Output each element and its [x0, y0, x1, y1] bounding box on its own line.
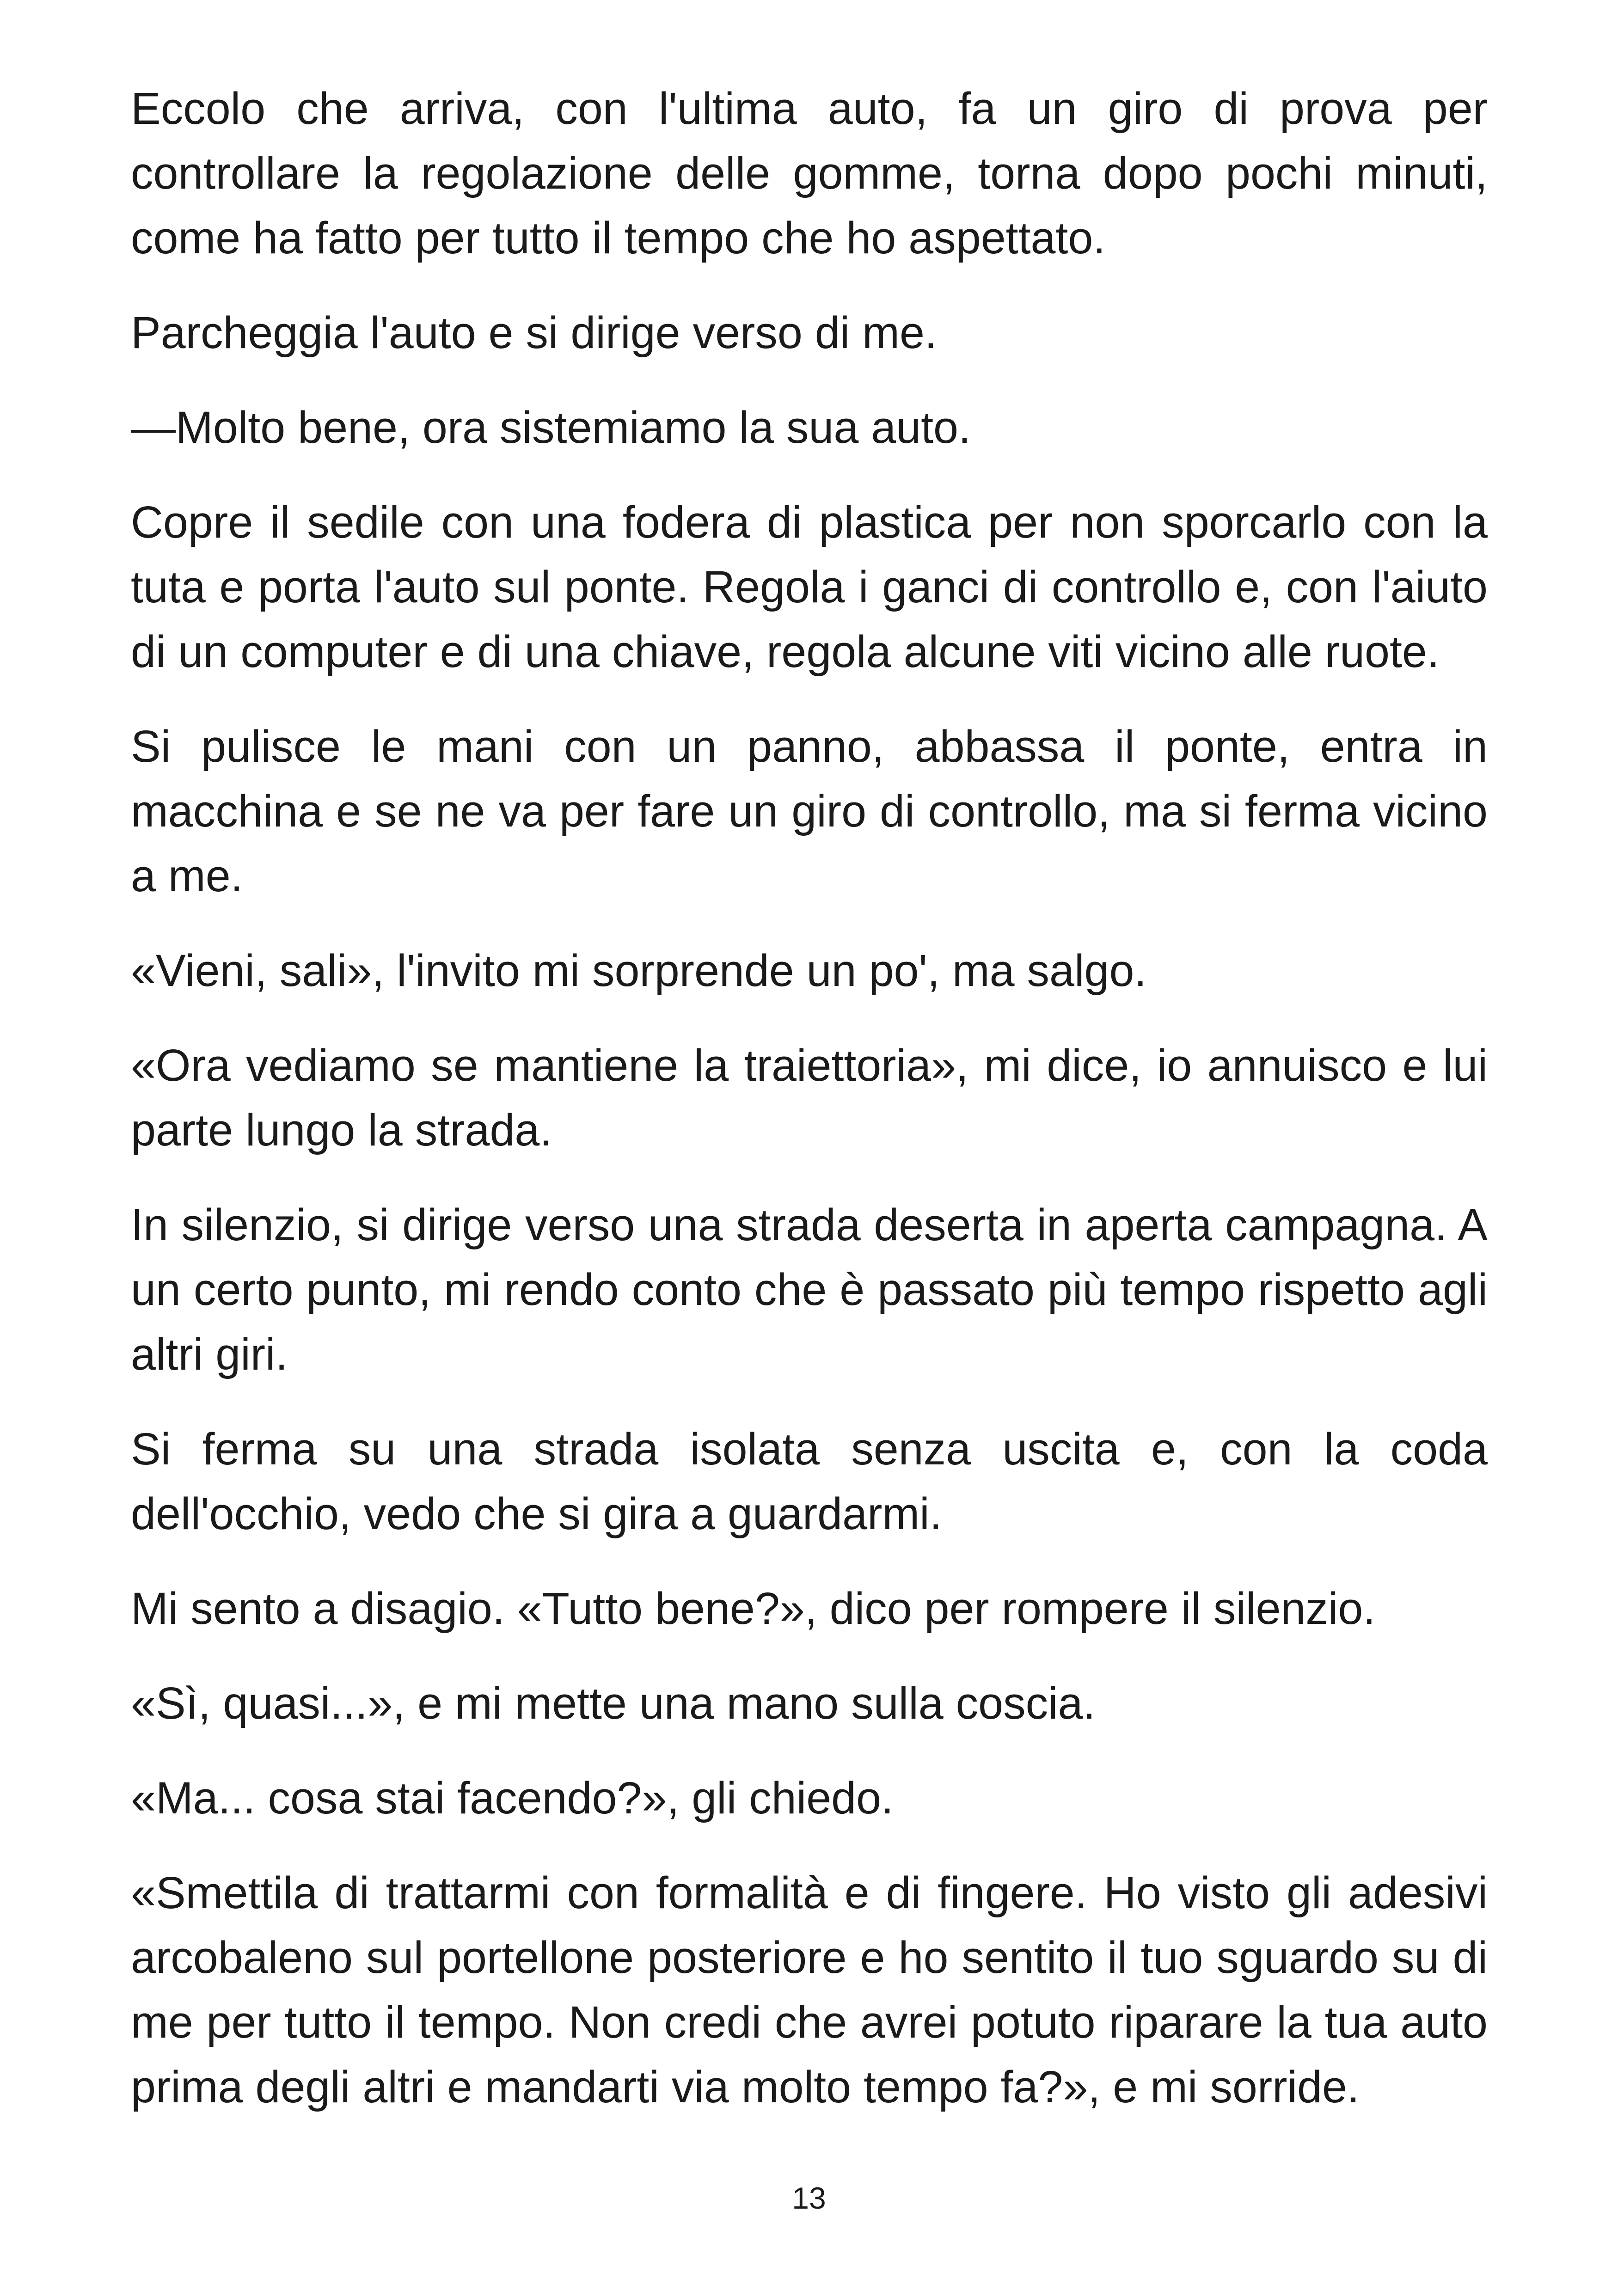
- paragraph: Si pulisce le mani con un panno, abbassa il ponte, entra in macchina e se ne va per fare un giro di controllo, ma si ferma vicino a me.: [131, 721, 1488, 901]
- paragraph: —Molto bene, ora sistemiamo la sua auto.: [131, 402, 971, 453]
- paragraph: «Sì, quasi...», e mi mette una mano sulla coscia.: [131, 1678, 1096, 1728]
- paragraph: «Smettila di trattarmi con formalità e di fingere. Ho visto gli adesivi arcobaleno sul portellone posteriore e ho sentito il tuo sguardo su di me per tutto il tempo. Non credi che avrei potuto riparare la tua auto prima degli altri e mandarti via molto tempo fa?», e mi sorride.: [131, 1867, 1488, 2112]
- paragraph: In silenzio, si dirige verso una strada deserta in aperta campagna. A un certo punto, mi rendo conto che è passato più tempo rispetto agli altri giri.: [131, 1200, 1488, 1379]
- paragraph: Eccolo che arriva, con l'ultima auto, fa un giro di prova per controllare la regolazione delle gomme, torna dopo pochi minuti, come ha fatto per tutto il tempo che ho aspettato.: [131, 83, 1488, 263]
- paragraph: Parcheggia l'auto e si dirige verso di me.: [131, 307, 937, 358]
- paragraph: «Vieni, sali», l'invito mi sorprende un po', ma salgo.: [131, 945, 1147, 996]
- paragraph: Mi sento a disagio. «Tutto bene?», dico per rompere il silenzio.: [131, 1583, 1376, 1634]
- paragraph: Copre il sedile con una fodera di plastica per non sporcarlo con la tuta e porta l'auto sul ponte. Regola i ganci di controllo e, con l'aiuto di un computer e di una chiave, regola alcune viti vicino alle ruote.: [131, 497, 1488, 677]
- paragraph: Si ferma su una strada isolata senza uscita e, con la coda dell'occhio, vedo che si gira a guardarmi.: [131, 1424, 1488, 1539]
- paragraph: «Ora vediamo se mantiene la traiettoria», mi dice, io annuisco e lui parte lungo la strada.: [131, 1040, 1488, 1155]
- body-text: [131, 76, 1488, 2119]
- paragraph: «Ma... cosa stai facendo?», gli chiedo.: [131, 1773, 894, 1823]
- page-number: 13: [792, 2181, 826, 2215]
